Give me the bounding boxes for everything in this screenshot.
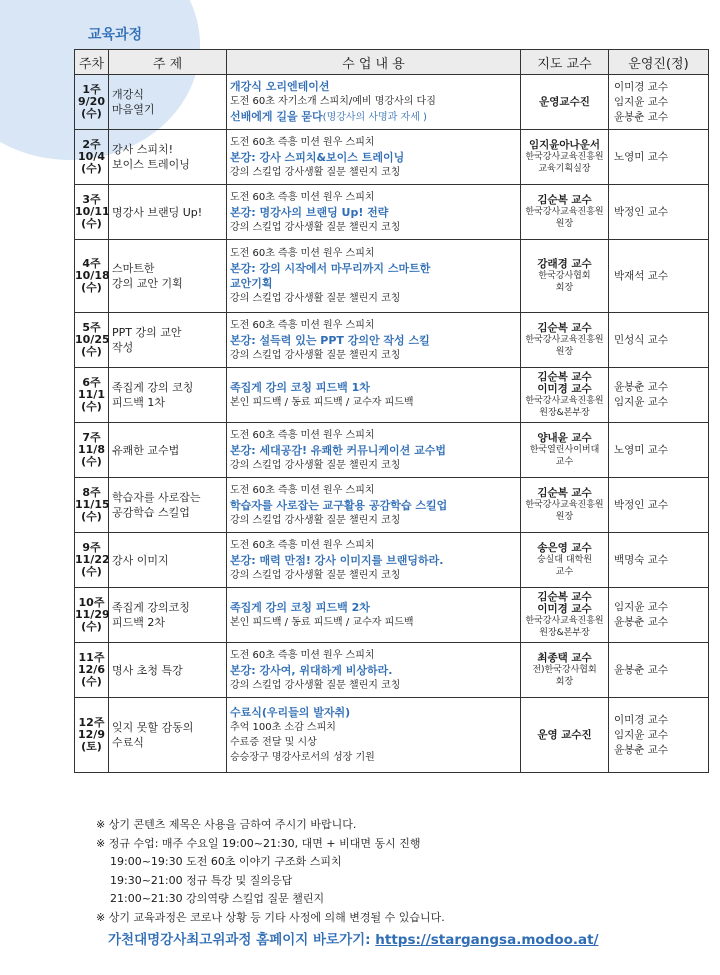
theme-line: 개강식 xyxy=(112,88,144,101)
theme-line: 학습자를 사로잡는 xyxy=(112,491,201,504)
content-text: 학습자를 사로잡는 교구활용 공감학습 스킬업 xyxy=(230,498,448,512)
homepage-label: 가천대명강사최고위과정 홈페이지 바로가기: xyxy=(108,932,376,948)
content-text: 강의 스킬업 강사생활 질문 챌린지 코칭 xyxy=(230,569,401,581)
staff-cell xyxy=(609,423,709,478)
theme-cell xyxy=(109,368,227,423)
note-line: 21:00~21:30 강의역량 스킬업 질문 챌린지 xyxy=(110,892,325,905)
content-line xyxy=(230,568,520,583)
staff-cell xyxy=(609,130,709,185)
table-row xyxy=(75,313,709,368)
week-line: 10주 xyxy=(78,596,105,609)
professor-name: 임지윤아나운서 xyxy=(528,139,600,151)
professor-org: 교수 xyxy=(555,457,574,467)
staff-cell xyxy=(609,313,709,368)
theme-cell xyxy=(109,423,227,478)
content-text: 본인 피드백 / 동료 피드백 / 교수자 피드백 xyxy=(230,397,414,408)
professor-org: 교육기획실장 xyxy=(538,164,591,174)
week-line: 2주 xyxy=(82,138,101,151)
content-text: 본강: 강사 스피치&보이스 트레이닝 xyxy=(230,150,405,164)
theme-line: 공감학습 스킬업 xyxy=(112,506,190,519)
professor-org: 한국강사교육진흥원 xyxy=(525,207,604,217)
theme-line: 강사 이미지 xyxy=(112,553,169,567)
content-text: 추억 100초 소감 스피치 xyxy=(230,722,336,733)
content-line xyxy=(230,333,520,348)
professor-name: 이미경 교수 xyxy=(537,603,592,615)
theme-cell xyxy=(109,185,227,240)
content-text: 본인 피드백 / 동료 피드백 / 교수자 피드백 xyxy=(230,617,414,628)
content-line xyxy=(230,380,520,395)
content-line xyxy=(230,483,520,498)
week-line: 10/18 xyxy=(75,269,110,282)
week-line: 11/1 xyxy=(78,388,105,401)
week-line: (수) xyxy=(81,162,102,175)
week-line: (수) xyxy=(81,400,102,413)
content-line xyxy=(230,150,520,165)
professor-name: 강래경 교수 xyxy=(537,258,592,270)
content-text: 도전 60초 즉흥 미션 원우 스피치 xyxy=(230,319,375,331)
content-text: 도전 60초 즉흥 미션 원우 스피치 xyxy=(230,191,375,203)
week-line: 12/9 xyxy=(78,728,105,741)
theme-cell xyxy=(109,533,227,588)
theme-cell xyxy=(109,643,227,698)
theme-cell xyxy=(109,240,227,313)
content-text: 도전 60초 즉흥 미션 원우 스피치 xyxy=(230,429,375,441)
content-text: 도전 60초 즉흥 미션 원우 스피치 xyxy=(230,248,375,259)
professor-cell xyxy=(521,240,609,313)
content-text: 본강: 세대공감! 유쾌한 커뮤니케이션 교수법 xyxy=(230,443,447,457)
content-line xyxy=(230,79,520,94)
content-line xyxy=(230,318,520,333)
theme-line: 명사 초청 특강 xyxy=(112,663,183,677)
content-text: 수료식(우리들의 발자취) xyxy=(230,706,351,719)
professor-org: 회장 xyxy=(555,677,574,687)
header-content: 수 업 내 용 xyxy=(227,50,521,75)
week-cell xyxy=(75,588,109,643)
week-line: (수) xyxy=(81,675,102,688)
staff-cell xyxy=(609,533,709,588)
table-row xyxy=(75,588,709,643)
content-text: 강의 스킬업 강사생활 질문 챌린지 코칭 xyxy=(230,459,401,471)
week-line: 8주 xyxy=(82,486,101,499)
professor-name: 송은영 교수 xyxy=(537,542,592,554)
staff-name: 이미경 교수 xyxy=(614,713,669,726)
content-line xyxy=(230,220,520,235)
content-line xyxy=(230,498,520,513)
staff-cell xyxy=(609,588,709,643)
week-cell xyxy=(75,240,109,313)
staff-name: 민성식 교수 xyxy=(614,333,669,346)
header-theme: 주 제 xyxy=(109,50,227,75)
professor-name: 김순복 교수 xyxy=(537,322,592,334)
week-line: 11/15 xyxy=(75,498,110,511)
content-line xyxy=(230,735,520,750)
staff-name: 이미경 교수 xyxy=(614,80,669,93)
content-text: 도전 60초 즉흥 미션 원우 스피치 xyxy=(230,649,375,661)
professor-org: 한국강사교육진흥원 xyxy=(525,335,604,345)
content-line xyxy=(230,276,520,291)
staff-name: 윤봉춘 교수 xyxy=(614,110,669,123)
content-line xyxy=(230,205,520,220)
week-line: 9/20 xyxy=(78,95,105,108)
theme-line: 잊지 못할 감동의 xyxy=(112,721,194,734)
content-text: 강의 스킬업 강사생활 질문 챌린지 코칭 xyxy=(230,679,401,691)
section-title: 교육과정 xyxy=(88,27,143,43)
professor-cell xyxy=(521,313,609,368)
week-line: 11/22 xyxy=(75,553,110,566)
content-text: 도전 60초 즉흥 미션 원우 스피치 xyxy=(230,136,375,148)
staff-name: 임지윤 교수 xyxy=(614,95,669,108)
staff-name: 임지윤 교수 xyxy=(614,601,669,613)
content-text: 도전 60초 즉흥 미션 원우 스피치 xyxy=(230,539,375,551)
content-text: 족집게 강의 코칭 피드백 1차 xyxy=(230,381,370,394)
table-header-row xyxy=(75,50,709,75)
professor-cell xyxy=(521,533,609,588)
content-line xyxy=(230,678,520,693)
theme-line: 족집게 강의코칭 xyxy=(112,601,190,614)
week-line: 10/25 xyxy=(75,333,110,346)
week-cell xyxy=(75,423,109,478)
professor-name: 김순복 교수 xyxy=(537,194,592,206)
note-line: 19:30~21:00 정규 특강 및 질의응답 xyxy=(110,873,293,887)
staff-name: 임지윤 교수 xyxy=(614,396,669,408)
week-cell xyxy=(75,643,109,698)
professor-org: 한국강사교육진흥원 xyxy=(525,500,604,510)
header-professor: 지도 교수 xyxy=(521,50,609,75)
theme-cell xyxy=(109,698,227,773)
staff-name: 백명숙 교수 xyxy=(614,553,669,566)
professor-org: 한국강사교육진흥원 xyxy=(525,152,604,162)
content-cell xyxy=(227,478,521,533)
theme-line: 마음열기 xyxy=(112,103,155,116)
content-line xyxy=(230,428,520,443)
content-text: 도전 60초 즉흥 미션 원우 스피치 xyxy=(230,484,375,496)
theme-line: 피드백 1차 xyxy=(112,396,165,409)
table-row xyxy=(75,698,709,773)
homepage-link[interactable]: https://stargangsa.modoo.at/ xyxy=(375,932,599,948)
content-text: 본강: 매력 만점! 강사 이미지를 브랜딩하라. xyxy=(230,553,444,567)
professor-org: 원장&본부장 xyxy=(539,628,590,638)
professor-name: 운영교수진 xyxy=(539,96,590,108)
content-text: 교안기획 xyxy=(230,277,273,290)
content-line xyxy=(230,663,520,678)
week-line: (수) xyxy=(81,565,102,578)
professor-org: 원장 xyxy=(555,512,574,522)
theme-line: PPT 강의 교안 xyxy=(112,326,182,339)
content-text: 강의 스킬업 강사생활 질문 챌린지 코칭 xyxy=(230,293,401,304)
professor-name: 양내윤 교수 xyxy=(537,432,592,444)
content-line xyxy=(230,458,520,473)
content-text: 본강: 강사여, 위대하게 비상하라. xyxy=(230,663,393,677)
content-line xyxy=(230,600,520,615)
professor-org: 한국강사교육진흥원 xyxy=(525,616,604,626)
staff-name: 박재석 교수 xyxy=(614,269,669,282)
week-line: (수) xyxy=(81,620,102,633)
week-line: 7주 xyxy=(82,431,101,444)
staff-name: 윤봉춘 교수 xyxy=(614,616,669,628)
table-row xyxy=(75,533,709,588)
professor-org: 숭실대 대학원 xyxy=(536,555,593,565)
week-line: 9주 xyxy=(82,541,101,554)
header-staff: 운영진(정) xyxy=(609,50,709,75)
week-line: (수) xyxy=(81,510,102,523)
content-text: 본강: 강의 시작에서 마무리까지 스마트한 xyxy=(230,262,431,275)
professor-cell xyxy=(521,643,609,698)
table-row xyxy=(75,240,709,313)
content-cell xyxy=(227,368,521,423)
week-cell xyxy=(75,313,109,368)
week-cell xyxy=(75,368,109,423)
week-cell xyxy=(75,130,109,185)
content-line xyxy=(230,246,520,261)
note-line: ※ 정규 수업: 매주 수요일 19:00~21:30, 대면 + 비대면 동시 진행 xyxy=(96,836,421,850)
week-line: 4주 xyxy=(82,257,101,270)
week-line: (수) xyxy=(81,281,102,294)
staff-name: 박정인 교수 xyxy=(614,498,669,511)
theme-line: 보이스 트레이닝 xyxy=(112,158,190,171)
professor-org: 전)한국강사협회 xyxy=(532,665,597,675)
content-cell xyxy=(227,588,521,643)
content-text: 강의 스킬업 강사생활 질문 챌린지 코칭 xyxy=(230,514,401,526)
theme-cell xyxy=(109,313,227,368)
content-text: 강의 스킬업 강사생활 질문 챌린지 코칭 xyxy=(230,349,401,361)
week-cell xyxy=(75,533,109,588)
content-line xyxy=(230,705,520,720)
content-line xyxy=(230,190,520,205)
content-cell xyxy=(227,643,521,698)
professor-cell xyxy=(521,478,609,533)
theme-cell xyxy=(109,75,227,130)
content-line xyxy=(230,395,520,410)
week-cell xyxy=(75,75,109,130)
content-text: 개강식 오리엔테이션 xyxy=(230,80,330,93)
professor-cell xyxy=(521,423,609,478)
theme-line: 강의 교안 기획 xyxy=(112,277,183,290)
table-row xyxy=(75,423,709,478)
content-cell xyxy=(227,185,521,240)
professor-org: 회장 xyxy=(555,283,574,293)
week-line: 5주 xyxy=(82,321,101,334)
staff-cell xyxy=(609,643,709,698)
week-cell xyxy=(75,185,109,240)
theme-line: 족집게 강의 코칭 xyxy=(112,381,194,394)
content-line xyxy=(230,261,520,276)
staff-cell xyxy=(609,368,709,423)
week-line: (수) xyxy=(81,107,102,120)
staff-name: 박정인 교수 xyxy=(614,205,669,218)
theme-cell xyxy=(109,478,227,533)
week-line: 1주 xyxy=(82,83,101,96)
content-line xyxy=(230,135,520,150)
professor-org: 한국강사교육진흥원 xyxy=(525,396,604,406)
week-line: 3주 xyxy=(82,193,101,206)
theme-line: 피드백 2차 xyxy=(112,616,165,629)
staff-name: 윤봉춘 교수 xyxy=(614,381,669,393)
week-line: 6주 xyxy=(82,376,101,389)
week-cell xyxy=(75,698,109,773)
content-line xyxy=(230,443,520,458)
staff-cell xyxy=(609,75,709,130)
staff-cell xyxy=(609,478,709,533)
content-line xyxy=(230,615,520,630)
professor-org: 한국강사협회 xyxy=(538,271,591,281)
week-line: 11/29 xyxy=(75,608,110,621)
week-line: (수) xyxy=(81,455,102,468)
table-row xyxy=(75,478,709,533)
professor-org: 한국열린사이버대 xyxy=(529,445,600,455)
content-cell xyxy=(227,423,521,478)
week-line: 10/11 xyxy=(75,205,110,218)
staff-name: 임지윤 교수 xyxy=(614,728,669,741)
content-line xyxy=(230,513,520,528)
content-extra: (명강사의 사명과 자세 ) xyxy=(322,112,427,123)
professor-org: 교수 xyxy=(555,567,574,577)
theme-line: 유쾌한 교수법 xyxy=(112,443,180,457)
content-line xyxy=(230,750,520,765)
professor-cell xyxy=(521,698,609,773)
professor-name: 최종택 교수 xyxy=(537,652,592,664)
theme-line: 명강사 브랜딩 Up! xyxy=(112,205,203,219)
note-line: ※ 상기 콘텐츠 제목은 사용을 금하여 주시기 바랍니다. xyxy=(96,818,357,831)
professor-cell xyxy=(521,130,609,185)
content-line xyxy=(230,538,520,553)
content-cell xyxy=(227,75,521,130)
content-text: 본강: 명강사의 브랜딩 Up! 전략 xyxy=(230,205,389,219)
table-row xyxy=(75,75,709,130)
week-line: (수) xyxy=(81,217,102,230)
content-text: 본강: 설득력 있는 PPT 강의안 작성 스킬 xyxy=(230,333,430,347)
curriculum-table xyxy=(74,49,709,773)
week-line: 12/6 xyxy=(78,663,105,676)
staff-name: 윤봉춘 교수 xyxy=(614,743,669,756)
staff-cell xyxy=(609,240,709,313)
header-week: 주차 xyxy=(75,50,109,75)
content-text: 승승장구 명강사로서의 성장 기원 xyxy=(230,752,375,763)
content-line xyxy=(230,109,520,125)
professor-org: 원장 xyxy=(555,219,574,229)
theme-cell xyxy=(109,130,227,185)
week-line: (수) xyxy=(81,345,102,358)
theme-cell xyxy=(109,588,227,643)
staff-name: 노영미 교수 xyxy=(614,443,669,456)
table-row xyxy=(75,130,709,185)
content-line xyxy=(230,291,520,306)
theme-line: 스마트한 xyxy=(112,262,155,275)
homepage-footer xyxy=(108,928,599,948)
professor-name: 김순복 교수 xyxy=(537,591,592,603)
content-line xyxy=(230,648,520,663)
professor-org: 원장&본부장 xyxy=(539,408,590,418)
content-cell xyxy=(227,698,521,773)
professor-cell xyxy=(521,588,609,643)
notes xyxy=(96,816,445,927)
content-line xyxy=(230,348,520,363)
note-line: 19:00~19:30 도전 60초 이야기 구조화 스피치 xyxy=(110,855,342,868)
content-line xyxy=(230,720,520,735)
content-line xyxy=(230,165,520,180)
content-text: 선배에게 길을 묻다 xyxy=(230,110,323,123)
professor-name: 김순복 교수 xyxy=(537,487,592,499)
staff-cell xyxy=(609,698,709,773)
professor-cell xyxy=(521,185,609,240)
professor-name: 이미경 교수 xyxy=(537,383,592,395)
week-cell xyxy=(75,478,109,533)
staff-name: 노영미 교수 xyxy=(614,150,669,163)
content-line xyxy=(230,553,520,568)
staff-name: 윤봉춘 교수 xyxy=(614,663,669,676)
table-row xyxy=(75,185,709,240)
professor-cell xyxy=(521,75,609,130)
week-line: 11/8 xyxy=(78,443,105,456)
theme-line: 수료식 xyxy=(112,736,144,749)
week-line: 11주 xyxy=(78,651,105,664)
content-text: 강의 스킬업 강사생활 질문 챌린지 코칭 xyxy=(230,166,401,178)
week-line: 12주 xyxy=(78,716,105,729)
content-cell xyxy=(227,130,521,185)
professor-name: 김순복 교수 xyxy=(537,371,592,383)
professor-cell xyxy=(521,368,609,423)
theme-line: 작성 xyxy=(112,341,134,354)
table-row xyxy=(75,368,709,423)
week-line: 10/4 xyxy=(78,150,105,163)
content-line xyxy=(230,94,520,109)
professor-org: 원장 xyxy=(555,347,574,357)
week-line: (토) xyxy=(81,740,102,753)
professor-name: 운영 교수진 xyxy=(537,729,592,741)
content-cell xyxy=(227,313,521,368)
content-text: 강의 스킬업 강사생활 질문 챌린지 코칭 xyxy=(230,221,401,233)
staff-cell xyxy=(609,185,709,240)
theme-line: 강사 스피치! xyxy=(112,143,174,156)
content-cell xyxy=(227,240,521,313)
content-text: 도전 60초 자기소개 스피치/예비 명강사의 다짐 xyxy=(230,96,436,107)
table-row xyxy=(75,643,709,698)
content-text: 족집게 강의 코칭 피드백 2차 xyxy=(230,601,370,614)
content-text: 수료증 전달 및 시상 xyxy=(230,737,317,748)
note-line: ※ 상기 교육과정은 코로나 상황 등 기타 사정에 의해 변경될 수 있습니다. xyxy=(96,910,445,924)
content-cell xyxy=(227,533,521,588)
